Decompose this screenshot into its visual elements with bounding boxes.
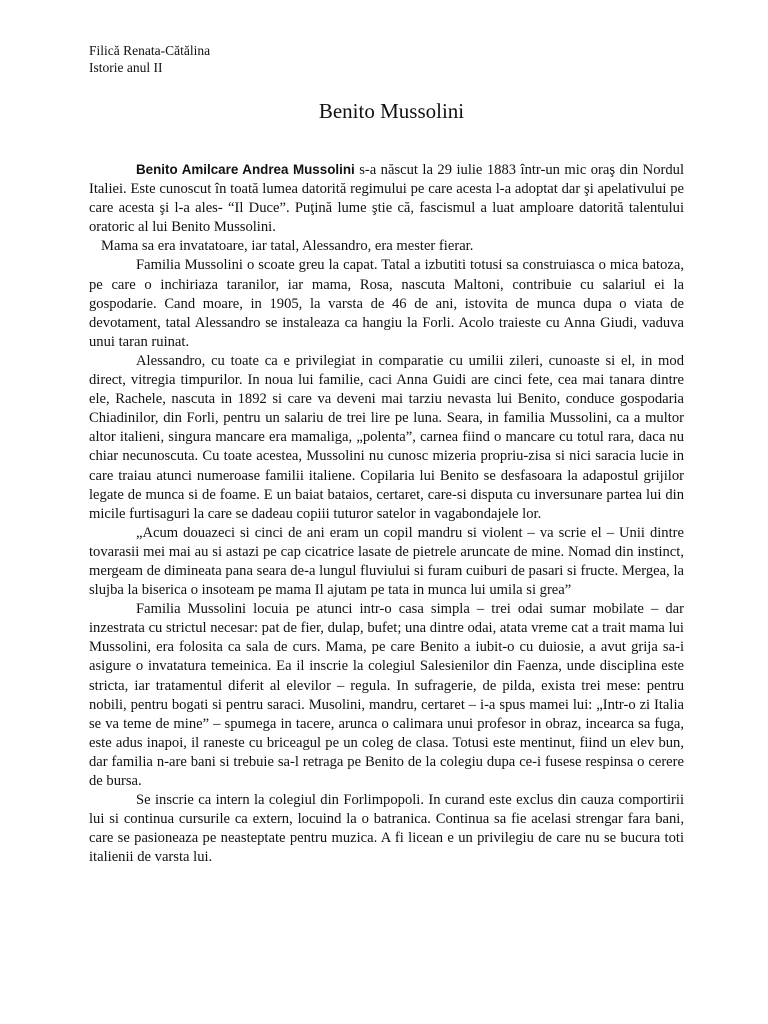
paragraph-text: s-a născut la 29 iulie 1883 într-un mic oraş din Nordul Italiei. Este cunoscut în toată lumea datorită regimului pe care acesta l-a adoptat dar şi apelativului pe care acesta şi l-a ales- “Il Duce”. Puţină lume ştie că, fascismul a luat amploare datorită talentului oratoric al lui Benito Mussolini. bbox=[89, 162, 684, 236]
document-body bbox=[89, 160, 684, 867]
paragraph-forlimpopoli: Se inscrie ca intern la colegiul din Forlimpopoli. In curand este exclus din cauza comportirii lui si continua cursurile ca extern, locuind la o batranica. Continua sa fie acelasi strengar fara bani, care se pasioneaza pe neasteptate pentru muzica. A fi licean e un privilegiu de care nu se bucura toti italienii de varsta lui. bbox=[89, 792, 684, 866]
paragraph-house: Familia Mussolini locuia pe atunci intr-o casa simpla – trei odai sumar mobilate – dar inzestrata cu strictul necesar: pat de fier, dulap, bufet; una dintre odai, atata vreme cat a trait mama lui Mussolini, era folosita ca sala de curs. Mama, pe care Benito a iubit-o cu duiosie, a avut grija sa-i asigure o invatatura temeinica. Ea il inscrie la colegiul Salesienilor din Faenza, unde disciplina este stricta, iar tratamentul diferit al elevilor – regula. In sufragerie, de pilda, exista trei mese: pentru nobili, pentru bogati si pentru saraci. Musolini, mandru, certaret – i-a spus mamei lui: „Intr-o zi Italia se va teme de mine” – spumega in tacere, arunca o calimara unui profesor in obraz, incearca sa fuga, este adus inapoi, il raneste cu briceagul pe un coleg de clasa. Totusi este mentinut, fiind un elev bun, dar familia n-are bani si trebuie sa-l retraga pe Benito de la colegiu dupa ce-i fusese respinsa o cerere de bursa. bbox=[89, 601, 684, 789]
document-title: Benito Mussolini bbox=[318, 99, 465, 123]
paragraph-lead-name: Benito Amilcare Andrea Mussolini bbox=[136, 162, 355, 177]
course-label: Istorie anul II bbox=[89, 60, 163, 75]
author-name: Filică Renata-Cătălina bbox=[89, 43, 211, 58]
paragraph-alessandro: Alessandro, cu toate ca e privilegiat in comparatie cu umilii zileri, cunoaste si el, in mod direct, vitregia timpurilor. In noua lui familie, caci Anna Guidi are cinci fete, cea mai tanara dintre ele, Rachele, nascuta in 1892 si care va deveni mai tarziu nevasta lui Benito, conduce gospodaria Chiadinilor, din Forli, pentru un salariu de trei lire pe luna. Seara, in familia Mussolini, ca a multor altor italieni, singura mancare era mamaliga, „polenta”, carnea fiind o mancare cu totul rara, daca nu chiar necunoscuta. Cu toate acestea, Mussolini nu cunosc mizeria propriu-zisa si nici saracia lucie in care traiau atunci numeroase familii italiene. Copilaria lui Benito se desfasoara la adapostul grijilor legate de munca si de foame. E un baiat bataios, certaret, care-si disputa cu inversunare partea lui din micile furtisaguri la care se dadeau copiii tuturor satelor in vagabondajele lor. bbox=[89, 352, 684, 522]
paragraph-intro bbox=[89, 160, 684, 237]
paragraph-parents: Mama sa era invatatoare, iar tatal, Alessandro, era mester fierar. bbox=[101, 238, 474, 255]
paragraph-quote: „Acum douazeci si cinci de ani eram un copil mandru si violent – va scrie el – Unii dintre tovarasii mei mai au si astazi pe cap cicatrice lasate de pietrele aruncate de mine. Nomad din instinct, mergeam de dimineata pana seara de-a lungul fluviului si furam cuiburi de pasari si fructe. Mergea, la slujba la biserica o insoteam pe mama Il ajutam pe tata in munca lui umila si grea” bbox=[89, 524, 684, 599]
paragraph-family: Familia Mussolini o scoate greu la capat. Tatal a izbutiti totusi sa construiasca o mica batoza, pe care o inchiriaza taranilor, iar mama, Rosa, nascuta Maltoni, contribuie cu salariul ei la gospodarie. Cand moare, in 1905, la varsta de 46 de ani, istovita de munca dupa o viata de devotament, tatal Alessandro se instaleaza ca hangiu la Forli. Acolo traieste cu Anna Giudi, vaduva unui taran ruinat. bbox=[89, 257, 684, 350]
